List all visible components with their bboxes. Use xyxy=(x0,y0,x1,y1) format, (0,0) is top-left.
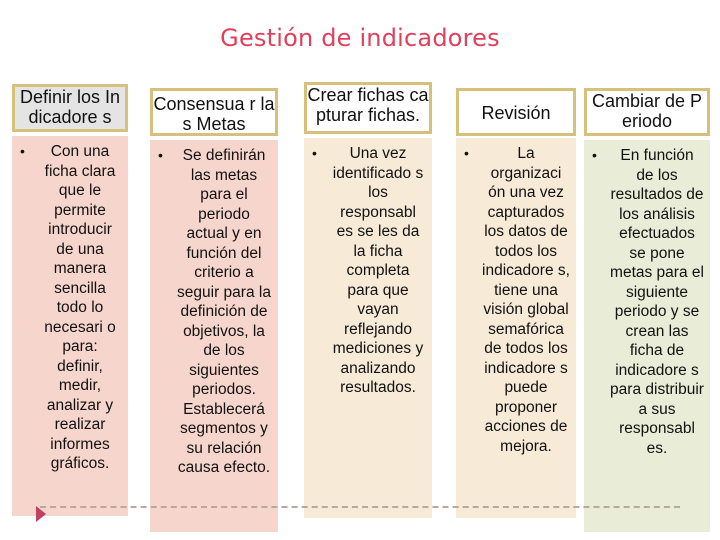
step-3-header xyxy=(304,82,432,134)
step-1-body xyxy=(12,136,128,516)
step-5-text: En función de los resultados de los análisis efectuados se pone metas para el siguiente periodo y se crean las ficha de indicadore s para distribuir a sus responsabl es. xyxy=(610,147,704,457)
step-1-text: Con una ficha clara que le permite introducir de una manera sencilla todo lo necesari o para: definir, medir, analizar y realizar informes gráficos. xyxy=(44,143,116,472)
step-1-header xyxy=(12,84,128,132)
bullet-icon: • xyxy=(20,143,25,159)
step-5-header xyxy=(584,88,710,136)
step-3-body xyxy=(304,138,432,518)
step-4-header xyxy=(456,88,576,136)
step-2-header xyxy=(150,88,278,136)
step-2-body xyxy=(150,140,278,532)
step-3-text: Una vez identificado s los responsabl es se les da la ficha completa para que vayan reflejando mediciones y analizando resultados. xyxy=(332,145,424,396)
bullet-icon: • xyxy=(592,147,597,163)
step-4-body xyxy=(456,138,576,518)
step-5-header-text: Cambiar de Periodo xyxy=(591,91,703,131)
timeline-divider xyxy=(40,506,680,508)
step-1-header-text: Definir los Indicadore s xyxy=(19,87,121,127)
step-2-header-text: Consensua r las Metas xyxy=(153,94,275,134)
step-5-body xyxy=(584,140,710,532)
step-4-text: La organizaci ón una vez capturados los datos de todos los indicadore s, tiene una visión global semafórica de todos los indicadore s puede proponer acciones de mejora. xyxy=(482,145,570,455)
step-2-text: Se definirán las metas para el periodo actual y en función del criterio a seguir para la definición de objetivos, la de los siguientes periodos. Establecerá segmentos y su relación causa efecto. xyxy=(177,147,271,476)
step-4-header-text: Revisión xyxy=(481,103,551,123)
arrow-icon xyxy=(36,506,46,522)
step-3-header-text: Crear fichas capturar fichas. xyxy=(307,85,429,125)
page-title: Gestión de indicadores xyxy=(220,24,500,52)
bullet-icon: • xyxy=(158,147,163,163)
bullet-icon: • xyxy=(464,145,469,161)
bullet-icon: • xyxy=(312,145,317,161)
